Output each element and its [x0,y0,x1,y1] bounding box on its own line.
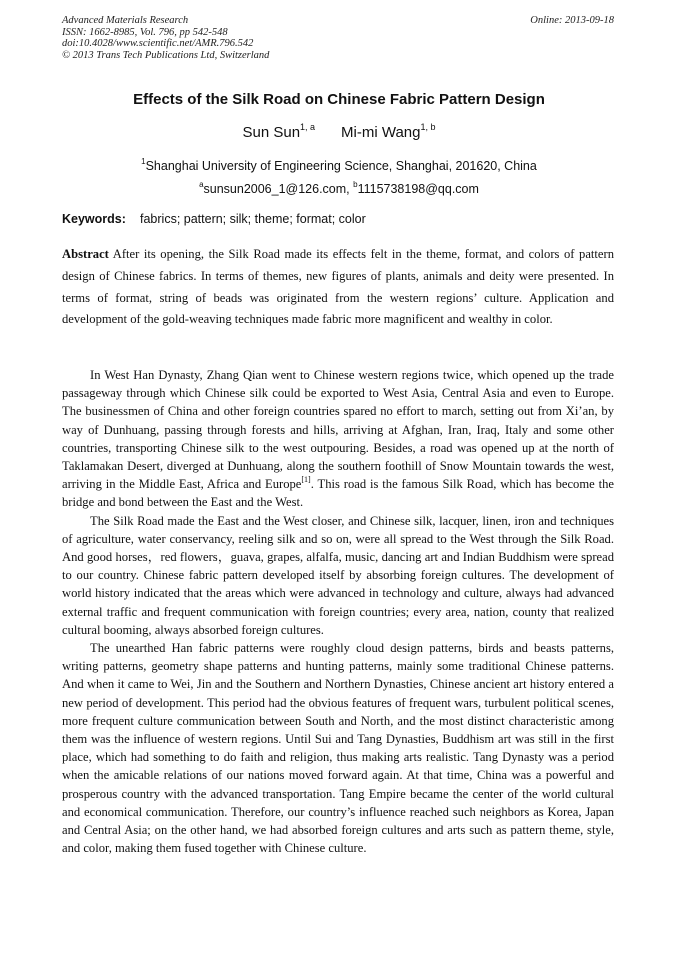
body-text [62,366,614,857]
email-mark: a [199,180,204,189]
affiliation [0,157,678,173]
citation-ref: [1] [301,475,311,485]
paragraph [62,366,614,512]
paper-title: Effects of the Silk Road on Chinese Fabric Pattern Design [133,91,545,108]
journal-copyright: © 2013 Trans Tech Publications Ltd, Switzerland [62,49,270,61]
keywords-text: fabrics; pattern; silk; theme; format; color [140,212,366,226]
author-affiliation-mark: 1, a [300,122,316,132]
journal-doi: doi:10.4028/www.scientific.net/AMR.796.542 [62,38,254,50]
paragraph: The unearthed Han fabric patterns were roughly cloud design patterns, birds and beasts patterns, writing patterns, geometry shape patterns and hunting patterns, mainly some traditional Chinese patterns. And when it came to Wei, Jin and the Southern and Northern Dynasties, Chinese ancient art history entered a new period of development. This period had the obvious features of frequent wars, turbulent political scenes, more frequent culture communication between South and North, and the most distinct characteristic among them was the influence of western regions. Until Sui and Tang Dynasties, Buddhism art was still in the first place, which had something to do faith and religion, thus making arts realistic. Tang Dynasty was a period when the amicable relations of our nations moved forward again. At that time, China was a powerful and prosperous country with the advanced transportation. Tang Empire became the center of the world cultural and economical communication. Therefore, our country’s influence reached such neighbors as Korea, Japan and Central Asia; on the other hand, we had absorbed foreign cultures and arts such as pattern theme, style, and color, making them fused together with Chinese culture. [62,641,614,856]
author-name: Mi-mi Wang [341,124,421,141]
author-name: Sun Sun [242,124,301,141]
author-affiliation-mark: 1, b [420,122,436,132]
email-text: sunsun2006_1@126.com, [203,182,350,196]
abstract [62,244,614,331]
journal-header [62,15,616,61]
journal-name: Advanced Materials Research [62,15,189,26]
abstract-text: After its opening, the Silk Road made its effects felt in the theme, format, and colors of pattern design of Chinese fabrics. In terms of themes, new figures of plants, animals and deity were presented. In terms of format, string of beads was originated from the western regions’ culture. Application and development of the gold-weaving techniques made fabric more magnificent and wealthy in color. [62,247,614,327]
affiliation-text: Shanghai University of Engineering Science, Shanghai, 201620, China [145,159,537,173]
journal-issn: ISSN: 1662-8985, Vol. 796, pp 542-548 [62,26,228,38]
keywords-label: Keywords: [62,212,126,226]
paragraph-text: . This road is the famous Silk Road, which has become the bridge and bond between the East and the West. [62,477,615,510]
author-list [0,122,678,141]
author-emails [0,180,678,196]
email-text: 1115738198@qq.com [357,182,479,196]
paragraph-text: In West Han Dynasty, Zhang Qian went to Chinese western regions twice, which opened up the trade passageway through which Chinese silk could be exported to West Asia, Central Asia and even to Europe. The businessmen of China and other foreign countries spared no effort to march, setting out from Xi’an, by way of Dunhuang, passing through forests and hills, arriving at Afghan, Iran, Iraq, Italy and some other countries, transporting Chinese silk to the west outpouring. Besides, a road was opened up at the north of Taklamakan Desert, diverged at Dunhuang, along the southern foothill of Snow Mountain towards the west, arriving in the Middle East, Africa and Europe [62,368,614,492]
affiliation-mark: 1 [141,157,146,166]
online-date: Online: 2013-09-18 [530,15,614,26]
keywords [62,212,616,226]
abstract-label: Abstract [62,247,109,261]
email-mark: b [353,180,358,189]
paragraph: The Silk Road made the East and the West closer, and Chinese silk, lacquer, linen, iron and techniques of agriculture, water conservancy, reeling silk and so on, were all spread to the West through the Silk Road. And good horses，red flowers，guava, grapes, alfalfa, music, dancing art and Indian Buddhism were spread to our country. Chinese fabric pattern developed itself by absorbing foreign cultures. The development of world history indicated that the areas which were advanced in technology and culture, always had advanced external traffic and frequent communication with foreign countries; every area, nation, county that realized cultural booming, always absorbed foreign cultures. [62,513,614,637]
